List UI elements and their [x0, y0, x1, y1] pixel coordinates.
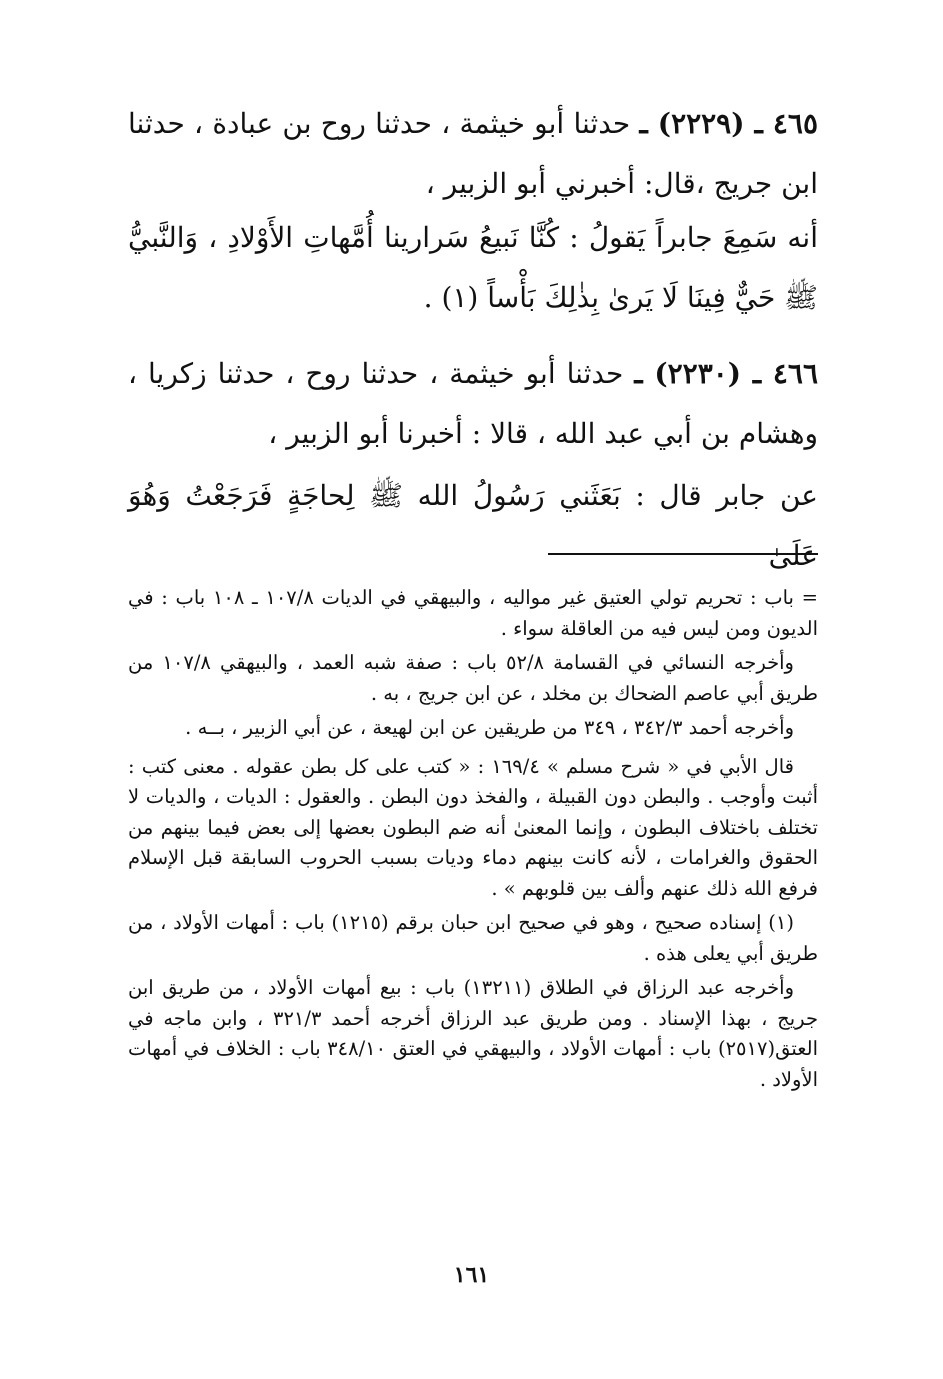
footnote-divider: [548, 553, 818, 555]
footnote-continuation: = باب : تحريم تولي العتيق غير مواليه ، والبيهقي في الديات ١٠٧/٨ ـ ١٠٨ باب : في الديون ومن ليس فيه من العاقلة سواء .: [128, 586, 818, 640]
footnote-paragraph: وأخرجه النسائي في القسامة ٥٢/٨ باب : صفة شبه العمد ، والبيهقي ١٠٧/٨ من طريق أبي عاصم الضحاك بن مخلد ، عن ابن جريج ، به .: [128, 651, 818, 705]
footnote-1: (١) إسناده صحيح ، وهو في صحيح ابن حبان برقم (١٢١٥) باب : أمهات الأولاد ، من طريق أبي يعلى هذه .: [128, 911, 818, 965]
footnote-paragraph: قال الأبي في « شرح مسلم » ١٦٩/٤ : « كتب على كل بطن عقوله . معنى كتب : أثبت وأوجب . والبطن دون القبيلة ، والفخذ دون البطن . والعقول : الديات ، والديات لا تختلف باختلاف البطون ، وإنما المعنىٰ أنه ضم البطون بعضها إلى بعض فيما بينهم من الحقوق والغرامات ، لأنه كانت بينهم دماء وديات بسبب الحروب السابقة قبل الإسلام فرفع الله ذلك عنهم وألف بين قلوبهم » .: [128, 754, 818, 900]
hadith-466-isnad: [128, 344, 818, 464]
hadith-466-isnad-text: حدثنا أبو خيثمة ، حدثنا روح ، حدثنا زكريا ، وهشام بن أبي عبد الله ، قالا : أخبرنا أبو الزبير ،: [128, 357, 818, 450]
hadith-465-isnad: [128, 94, 818, 214]
page-number: ١٦١: [453, 1262, 490, 1288]
footnote-paragraph: وأخرجه أحمد ٣٤٢/٣ ، ٣٤٩ من طريقين عن ابن لهيعة ، عن أبي الزبير ، بــه .: [185, 716, 794, 739]
hadith-465-matn: أنه سَمِعَ جابراً يَقولُ : كُنَّا نَبيعُ سَرارينا أُمَّهاتِ الأَوْلادِ ، وَالنَّبيُّ ﷺ حَيٌّ فِينَا لَا يَرىٰ بِذٰلِكَ بَأْساً (١) .: [128, 221, 818, 314]
footnotes: [128, 583, 818, 1099]
hadith-465-isnad-text: حدثنا أبو خيثمة ، حدثنا روح بن عبادة ، حدثنا ابن جريج ،قال: أخبرني أبو الزبير ،: [128, 107, 818, 200]
hadith-465-number: ٤٦٥ ـ (٢٢٢٩) ـ: [639, 107, 819, 140]
hadith-466-number: ٤٦٦ ـ (٢٢٣٠) ـ: [634, 357, 819, 390]
hadith-466-matn: عن جابر قال : بَعَثَني رَسُولُ الله ﷺ لِحاجَةٍ فَرَجَعْتُ وَهُوَ عَلَىٰ: [128, 479, 818, 572]
footnote-paragraph: وأخرجه عبد الرزاق في الطلاق (١٣٢١١) باب : بيع أمهات الأولاد ، من طريق ابن جريج ، بهذا الإسناد . ومن طريق عبد الرزاق أخرجه أحمد ٣٢١/٣ ، وابن ماجه في العتق(٢٥١٧) باب : أمهات الأولاد ، والبيهقي في العتق ٣٤٨/١٠ باب : الخلاف في أمهات الأولاد .: [128, 976, 818, 1091]
